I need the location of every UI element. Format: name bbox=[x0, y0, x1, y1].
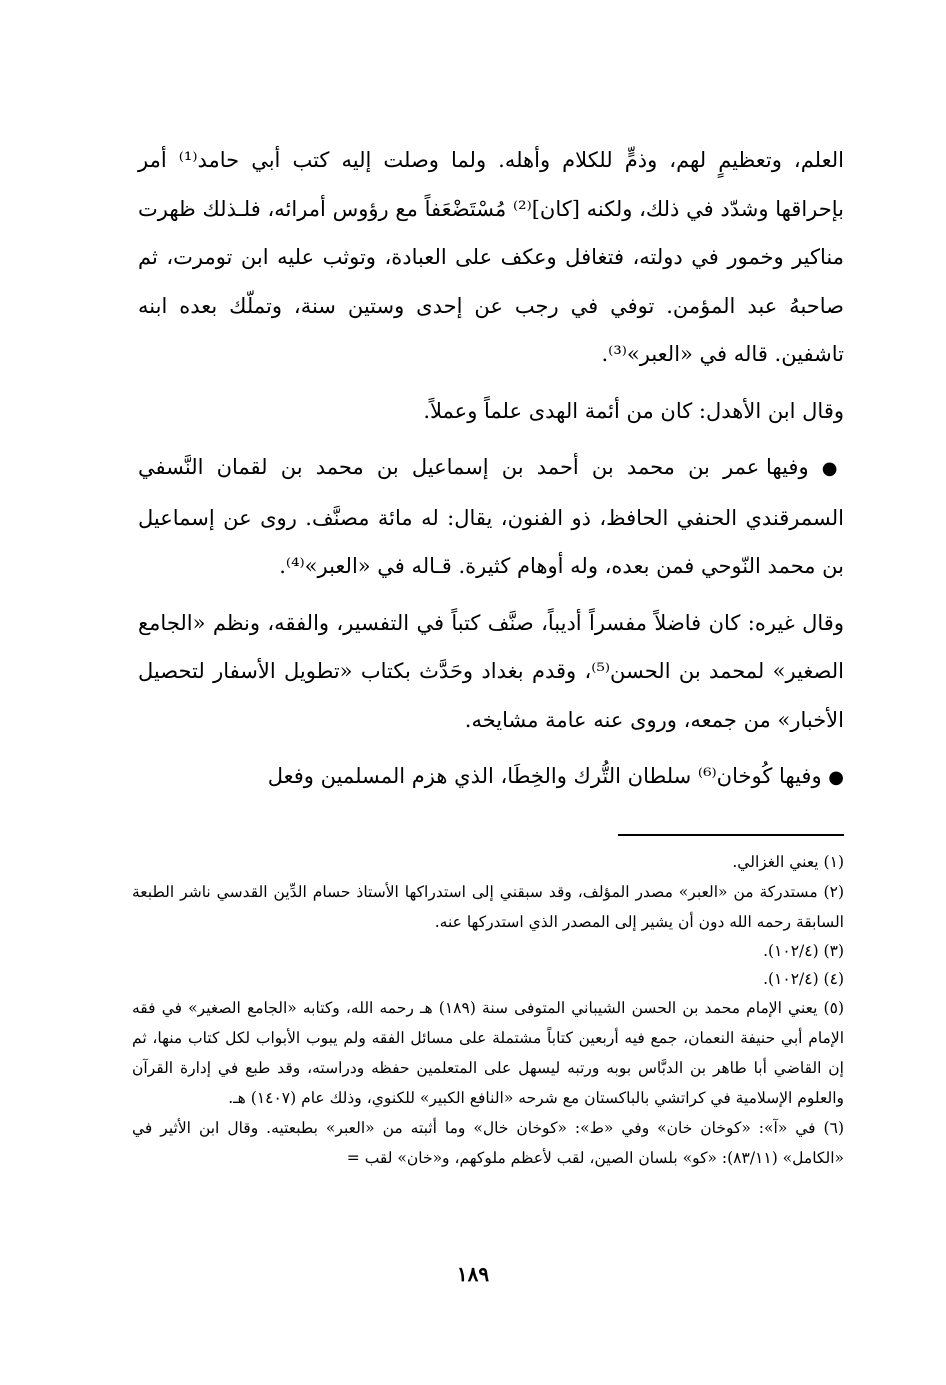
footnote-5: (٥) يعني الإمام محمد بن الحسن الشيباني المتوفى سنة (١٨٩) هـ رحمه الله، وكتابه «الجامع الصغير» في فقه الإمام أبي حنيفة النعمان، جمع فيه أربعين كتاباً مشتملة على مسائل الفقه ولم يبوب الأبواب لكل كتاب منها، ثم إن القاضي أبا طاهر بن الدبَّاس بوبه ورتبه ليسهل على المتعلمين حفظه ودراسته، وقد طبع في إدارة القرآن والعلوم الإسلامية في كراتشي بالباكستان مع شرحه «النافع الكبير» للكنوي، وذلك عام (١٤٠٧) هـ. bbox=[132, 999, 844, 1107]
bullet-icon: ● bbox=[828, 767, 844, 788]
footnote-2: (٢) مستدركة من «العبر» مصدر المؤلف، وقد سبقني إلى استدراكها الأستاذ حسام الدِّين القدسي ناشر الطبعة السابقة رحمه الله دون أن يشير إلى المصدر الذي استدركها عنه. bbox=[132, 883, 844, 931]
paragraph-3 bbox=[138, 443, 844, 591]
footnote-6: (٦) في «آ»: «كوخان خان» وفي «ط»: «كوخان خال» وما أثبته من «العبر» بطبعتيه. وقال ابن الأثير في «الكامل» (٨٣/١١): «كو» بلسان الصين، لقب لأعظم ملوكهم، و«خان» لقب = bbox=[132, 1119, 844, 1167]
main-text bbox=[138, 136, 844, 803]
paragraph-5 bbox=[138, 752, 844, 803]
paragraph-2: وقال ابن الأهدل: كان من أئمة الهدى علماً وعملاً. bbox=[423, 398, 844, 423]
footnotes bbox=[132, 847, 844, 1173]
footnote-divider bbox=[618, 834, 844, 836]
footnote-3: (٣) (١٠٢/٤). bbox=[763, 942, 844, 960]
paragraph-5-text: وفيها كُوخان⁽⁶⁾ سلطان التُّرك والخِطَا، الذي هزم المسلمين وفعل bbox=[267, 764, 822, 788]
page-number: ١٨٩ bbox=[456, 1262, 490, 1286]
footnote-4: (٤) (١٠٢/٤). bbox=[763, 970, 844, 988]
paragraph-3-text: وفيها عمر بن محمد بن أحمد بن إسماعيل بن محمد بن لقمان النَّسفي السمرقندي الحنفي الحافظ، ذو الفنون، يقال: له مائة مصنَّف. روى عن إسماعيل بن محمد النّوحي فمن بعده، وله أوهام كثيرة. قـاله في «العبر»⁽⁴⁾. bbox=[138, 455, 844, 578]
bullet-icon: ● bbox=[821, 458, 844, 479]
footnote-1: (١) يعني الغزالي. bbox=[732, 853, 844, 871]
paragraph-1: العلم، وتعظيمٍ لهم، وذمٍّ للكلام وأهله. ولما وصلت إليه كتب أبي حامد⁽¹⁾ أمر بإحراقها وشدّد في ذلك، ولكنه [كان]⁽²⁾ مُسْتَضْعَفاً مع رؤوس أمرائه، فلـذلك ظهرت مناكير وخمور في دولته، فتغافل وعكف على العبادة، وتوثب عليه ابن تومرت، ثم صاحبهُ عبد المؤمن. توفي في رجب عن إحدى وستين سنة، وتملّك بعده ابنه تاشفين. قاله في «العبر»⁽³⁾. bbox=[138, 148, 844, 366]
paragraph-4: وقال غيره: كان فاضلاً مفسراً أديباً، صنَّف كتباً في التفسير، والفقه، ونظم «الجامع الصغير» لمحمد بن الحسن⁽⁵⁾، وقدم بغداد وحَدَّث بكتاب «تطويل الأسفار لتحصيل الأخبار» من جمعه، وروى عنه عامة مشايخه. bbox=[138, 610, 844, 732]
